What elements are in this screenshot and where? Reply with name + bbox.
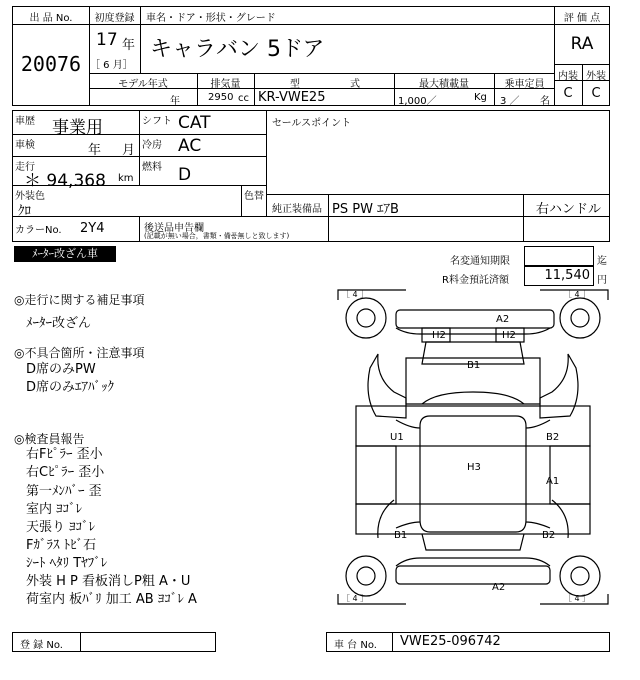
sales-point-label: セールスポイント	[272, 118, 352, 129]
registration-number-label: 登 録 No.	[20, 640, 63, 651]
exterior-grade: C	[591, 86, 601, 101]
damage-code: H2	[432, 330, 446, 341]
options-label: 純正装備品	[272, 204, 322, 215]
interior-grade-label: 内装	[558, 71, 578, 82]
history: 事業用	[52, 118, 103, 138]
model-code: KR-VWE25	[258, 90, 326, 105]
damage-code: A2	[496, 314, 510, 325]
steering-side: 右ハンドル	[536, 202, 602, 217]
defect-note-item: D席のみPW	[26, 362, 96, 377]
inspector-report-item: ｼｰﾄ ﾍﾀﾘ Tﾔﾌﾞﾚ	[26, 556, 108, 571]
damage-code: B1	[467, 360, 481, 371]
options: PS PW ｴｱB	[332, 202, 399, 217]
ac-label: 冷房	[142, 140, 162, 151]
chassis-number-label: 車 台 No.	[334, 640, 377, 651]
spec-header-model-year: モデル年式	[118, 79, 168, 90]
inspector-report-item: 第一ﾒﾝﾊﾞｰ 歪	[26, 484, 102, 499]
name-change-deadline-unit: 迄	[597, 256, 607, 267]
grade-label: 評 価 点	[563, 13, 601, 24]
first-registration-label: 初度登録	[94, 13, 135, 24]
model-year-unit: 年	[170, 96, 180, 107]
color-number: 2Y4	[80, 221, 105, 236]
damage-code: H2	[502, 330, 516, 341]
car-name: キャラバン 5ドア	[150, 37, 325, 62]
inspector-report-item: 天張り ﾖｺﾞﾚ	[26, 520, 96, 535]
damage-code: A2	[492, 582, 506, 593]
lot-number: 20076	[20, 52, 82, 76]
chassis-number: VWE25-096742	[400, 634, 501, 649]
spec-header-max-load: 最大積載量	[419, 79, 469, 90]
driving-notes-heading: ◎走行に関する補足事項	[14, 293, 145, 307]
name-change-deadline-field	[524, 246, 594, 266]
damage-code: B2	[546, 432, 560, 443]
max-load-unit: Kg	[474, 92, 487, 103]
inspection-label: 車検	[15, 140, 35, 151]
damage-code: B2	[542, 530, 556, 541]
history-label: 車歴	[15, 116, 35, 127]
color-change-label: 色替	[244, 191, 264, 202]
inspector-report-item: 右Fﾋﾟﾗｰ 歪小	[26, 447, 103, 462]
tire-label-front-left: ［ 4 ］	[342, 290, 369, 299]
inspector-report-item: 荷室内 板ﾊﾞﾘ 加工 AB ﾖｺﾞﾚ A	[26, 592, 197, 607]
damage-code: A1	[546, 476, 560, 487]
mileage: ＊ 94,368	[24, 171, 106, 191]
spec-header-capacity: 乗車定員	[504, 79, 545, 90]
recycle-fee: 11,540	[544, 268, 590, 283]
car-name-label: 車名・ドア・形状・グレード	[146, 13, 276, 24]
spec-header-type: 型	[290, 79, 300, 90]
spec-header-form: 式	[350, 79, 360, 90]
color-number-label: カラーNo.	[15, 225, 62, 236]
inspector-report-item: 右Cﾋﾟﾗｰ 歪小	[26, 465, 105, 480]
name-change-deadline-label: 名変通知期限	[450, 256, 510, 267]
tire-label-rear-left: ［ 4 ］	[342, 594, 369, 603]
registration-month: ［ 6 月］	[90, 60, 133, 71]
tire-label-front-right: ［ 4 ］	[564, 290, 591, 299]
odometer-tampered-badge: ﾒｰﾀｰ改ざん車	[14, 246, 116, 262]
tire-label-rear-right: ［ 4 ］	[564, 594, 591, 603]
shift-label: シフト	[142, 116, 172, 127]
inspector-report-item: 外装 H P 看板消しP粗 A・U	[26, 574, 191, 589]
mileage-unit: km	[118, 173, 134, 184]
interior-grade: C	[563, 86, 573, 101]
exterior-color-box	[12, 185, 267, 217]
displacement: 2950	[208, 92, 234, 103]
displacement-unit: cc	[238, 93, 249, 104]
exterior-color-label: 外装色	[15, 191, 45, 202]
air-conditioning: AC	[178, 136, 202, 156]
aftermarket-label: 後送品申告欄	[144, 223, 204, 234]
lot-number-label: 出 品 No.	[29, 13, 73, 24]
inspector-report-heading: ◎検査員報告	[14, 432, 85, 446]
max-load: 1,000／	[398, 96, 437, 107]
defect-notes-heading: ◎不具合箇所・注意事項	[14, 346, 145, 360]
exterior-color: ｸﾛ	[18, 204, 31, 219]
spec-header-displacement: 排気量	[210, 79, 241, 90]
recycle-fee-label: R料金預託済額	[442, 275, 509, 286]
inspection-year-unit: 年	[88, 143, 102, 158]
shift: CAT	[178, 113, 211, 133]
exterior-grade-label: 外装	[586, 71, 606, 82]
overall-grade: RA	[570, 34, 594, 54]
vehicle-damage-diagram	[336, 288, 610, 606]
capacity: 3 ／	[500, 96, 520, 107]
inspection-month-unit: 月	[122, 143, 136, 158]
registration-year-unit: 年	[122, 38, 136, 53]
damage-code: B1	[394, 530, 408, 541]
capacity-unit: 名	[540, 96, 550, 107]
inspector-report-item: Fｶﾞﾗｽ ﾄﾋﾞ石	[26, 538, 97, 553]
aftermarket-note: (記載が無い場合，書類・備품無しと致します)	[144, 232, 290, 240]
fuel-label: 燃料	[142, 162, 162, 173]
fuel: D	[178, 165, 192, 185]
defect-note-item: D席のみｴｱﾊﾞｯｸ	[26, 380, 115, 395]
driving-note-item: ﾒｰﾀｰ改ざん	[26, 316, 92, 331]
recycle-fee-unit: 円	[597, 275, 607, 286]
mileage-label: 走行	[15, 162, 35, 173]
inspector-report-item: 室内 ﾖｺﾞﾚ	[26, 502, 83, 517]
damage-code: U1	[390, 432, 404, 443]
registration-year: 17	[96, 30, 118, 50]
damage-code: H3	[467, 462, 481, 473]
